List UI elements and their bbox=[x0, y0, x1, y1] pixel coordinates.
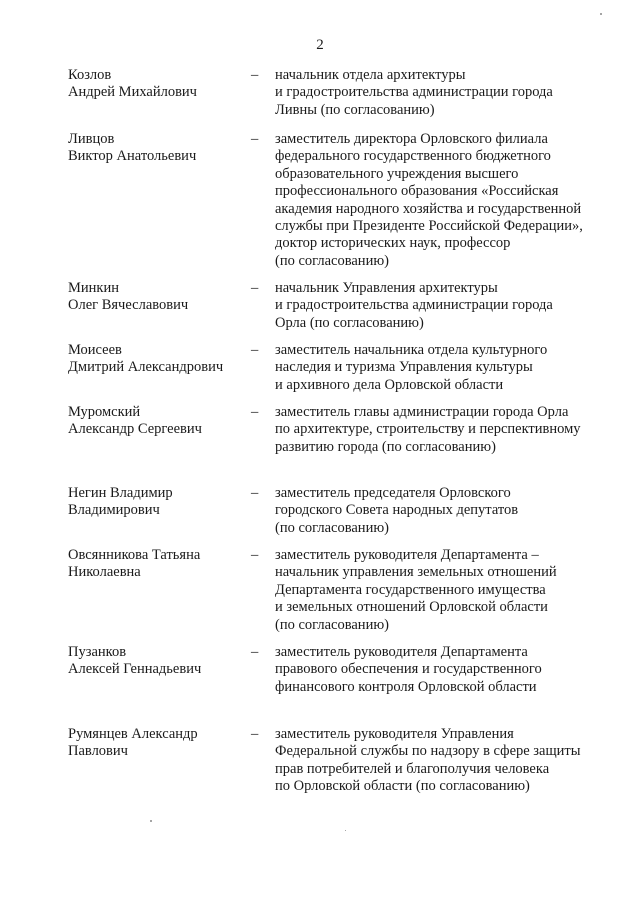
person-role bbox=[275, 547, 605, 634]
scan-speck bbox=[345, 830, 346, 831]
role-line: и земельных отношений Орловской области bbox=[275, 599, 548, 616]
role-line: (по согласованию) bbox=[275, 616, 389, 633]
person-role bbox=[275, 67, 605, 119]
role-line: прав потребителей и благополучия человека bbox=[275, 760, 550, 777]
person-role bbox=[275, 485, 605, 537]
name-line: Дмитрий Александрович bbox=[68, 359, 224, 376]
name-line: Владимирович bbox=[68, 502, 160, 519]
name-line: Козлов bbox=[68, 67, 112, 83]
role-line: начальник Управления архитектуры bbox=[275, 280, 498, 296]
role-line: (по согласованию) bbox=[275, 519, 389, 536]
name-line: Андрей Михайлович bbox=[68, 84, 197, 101]
name-line: Александр Сергеевич bbox=[68, 421, 202, 438]
role-line: наследия и туризма Управления культуры bbox=[275, 359, 533, 376]
person-role bbox=[275, 131, 605, 270]
dash-separator: – bbox=[251, 547, 259, 563]
dash-separator: – bbox=[251, 131, 259, 147]
scan-speck bbox=[600, 13, 602, 15]
name-line: Олег Вячеславович bbox=[68, 297, 189, 314]
person-name bbox=[68, 67, 248, 102]
name-line: Павлович bbox=[68, 743, 128, 760]
person-name bbox=[68, 404, 248, 439]
person-name bbox=[68, 547, 248, 582]
dash-separator: – bbox=[251, 726, 259, 742]
person-name bbox=[68, 280, 248, 315]
role-line: Орла (по согласованию) bbox=[275, 314, 424, 331]
dash-separator: – bbox=[251, 280, 259, 296]
name-line: Пузанков bbox=[68, 644, 127, 660]
role-line: финансового контроля Орловской области bbox=[275, 678, 537, 695]
name-line: Моисеев bbox=[68, 342, 122, 358]
role-line: (по согласованию) bbox=[275, 252, 389, 269]
role-line: заместитель директора Орловского филиала bbox=[275, 131, 548, 147]
person-role bbox=[275, 644, 605, 696]
person-name bbox=[68, 726, 248, 761]
role-line: по архитектуре, строительству и перспективному bbox=[275, 421, 581, 438]
role-line: Федеральной службы по надзору в сфере защиты bbox=[275, 743, 581, 760]
name-line: Негин Владимир bbox=[68, 485, 173, 501]
role-line: развитию города (по согласованию) bbox=[275, 438, 496, 455]
role-line: профессионального образования «Российская bbox=[275, 183, 559, 200]
name-line: Минкин bbox=[68, 280, 119, 296]
role-line: и градостроительства администрации города bbox=[275, 84, 553, 101]
dash-separator: – bbox=[251, 404, 259, 420]
role-line: заместитель руководителя Управления bbox=[275, 726, 514, 742]
dash-separator: – bbox=[251, 342, 259, 358]
role-line: федерального государственного бюджетного bbox=[275, 148, 551, 165]
dash-separator: – bbox=[251, 644, 259, 660]
name-line: Алексей Геннадьевич bbox=[68, 661, 202, 678]
role-line: по Орловской области (по согласованию) bbox=[275, 778, 530, 795]
role-line: городского Совета народных депутатов bbox=[275, 502, 519, 519]
person-role bbox=[275, 404, 605, 456]
name-line: Румянцев Александр bbox=[68, 726, 198, 742]
person-name bbox=[68, 644, 248, 679]
name-line: Ливцов bbox=[68, 131, 115, 147]
page-number: 2 bbox=[316, 37, 324, 53]
dash-separator: – bbox=[251, 485, 259, 501]
role-line: заместитель главы администрации города Орла bbox=[275, 404, 569, 420]
role-line: и архивного дела Орловской области bbox=[275, 376, 504, 393]
name-line: Виктор Анатольевич bbox=[68, 148, 197, 165]
role-line: заместитель руководителя Департамента – bbox=[275, 547, 539, 563]
role-line: Департамента государственного имущества bbox=[275, 581, 546, 598]
role-line: доктор исторических наук, профессор bbox=[275, 235, 511, 252]
role-line: заместитель начальника отдела культурного bbox=[275, 342, 548, 358]
role-line: Ливны (по согласованию) bbox=[275, 101, 435, 118]
role-line: и градостроительства администрации города bbox=[275, 297, 553, 314]
role-line: заместитель председателя Орловского bbox=[275, 485, 511, 501]
role-line: начальник отдела архитектуры bbox=[275, 67, 466, 83]
person-name bbox=[68, 485, 248, 520]
person-role bbox=[275, 280, 605, 332]
dash-separator: – bbox=[251, 67, 259, 83]
person-name bbox=[68, 131, 248, 166]
role-line: правового обеспечения и государственного bbox=[275, 661, 542, 678]
name-line: Овсянникова Татьяна bbox=[68, 547, 201, 563]
person-name bbox=[68, 342, 248, 377]
role-line: академия народного хозяйства и государственной bbox=[275, 200, 582, 217]
name-line: Николаевна bbox=[68, 564, 141, 581]
role-line: начальник управления земельных отношений bbox=[275, 564, 557, 581]
person-role bbox=[275, 342, 605, 394]
role-line: образовательного учреждения высшего bbox=[275, 165, 519, 182]
role-line: службы при Президенте Российской Федерации», bbox=[275, 218, 583, 235]
person-role bbox=[275, 726, 605, 796]
role-line: заместитель руководителя Департамента bbox=[275, 644, 528, 660]
scan-speck bbox=[150, 820, 152, 822]
name-line: Муромский bbox=[68, 404, 141, 420]
